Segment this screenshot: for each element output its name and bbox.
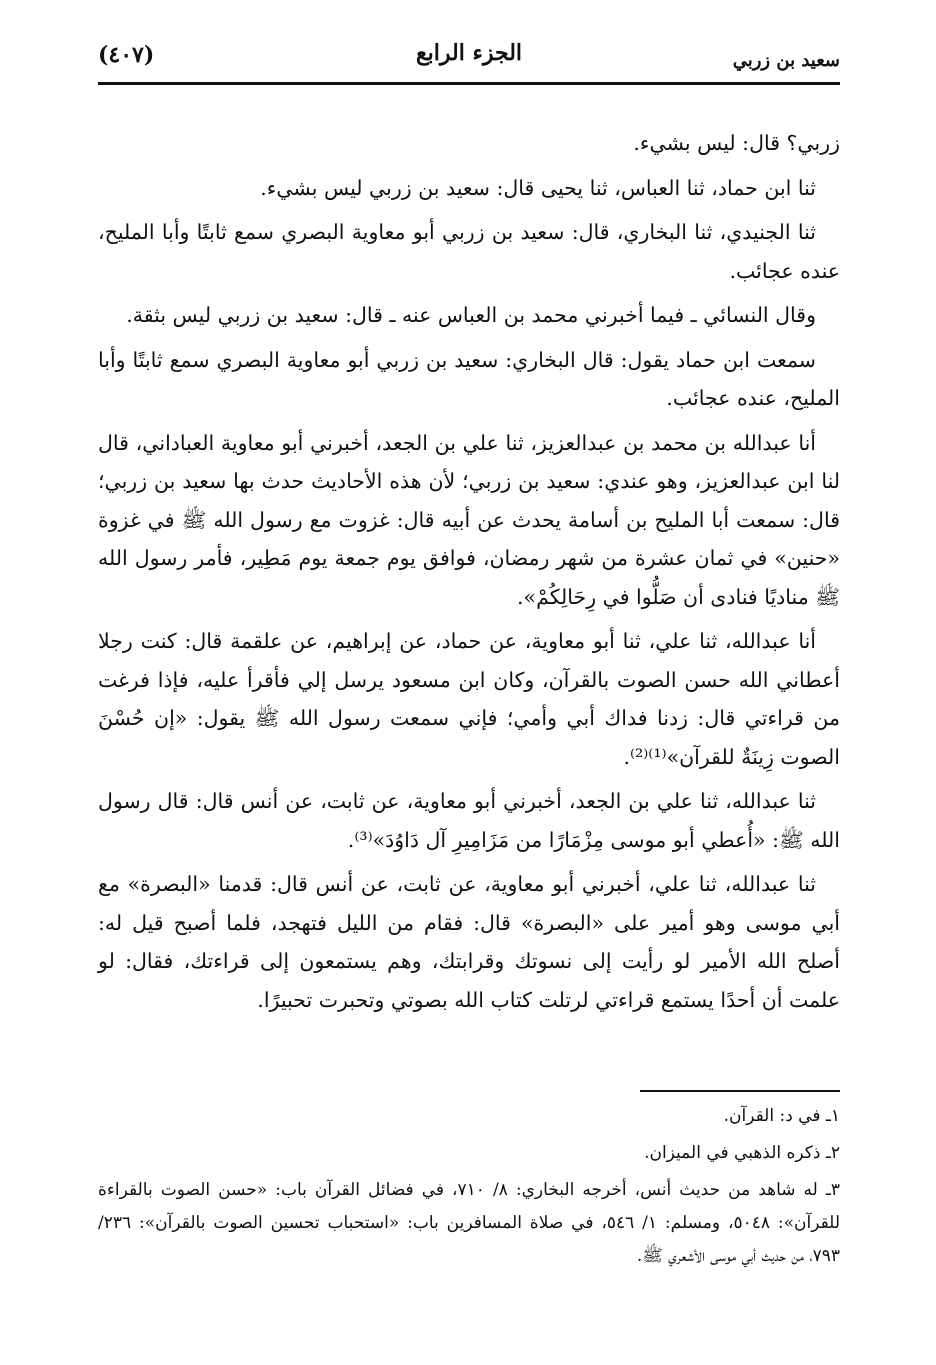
footnote: ٣ـ له شاهد من حديث أنس، أخرجه البخاري: ٨/ ٧١٠، في فضائل القرآن باب: «حسن الصوت بالقراءة للقرآن»: ٥٠٤٨، ومسلم: ١/ ٥٤٦، في صلاة المسافرين باب: «استحباب تحسين الصوت بالقرآن»: ٢٣٦/ ٧٩٣، من حديث أبي موسى الأشعري ﷺ. xyxy=(98,1180,840,1266)
footnote: ٢ـ ذكره الذهبي في الميزان. xyxy=(644,1143,840,1163)
page-header xyxy=(98,38,840,85)
paragraph: أنا عبدالله بن محمد بن عبدالعزيز، ثنا علي بن الجعد، أخبرني أبو معاوية العباداني، قال لنا ابن عبدالعزيز، وهو عندي: سعيد بن زربي؛ لأن هذه الأحاديث حدث بها سعيد بن زربي؛ قال: سمعت أبا المليح بن أسامة يحدث عن أبيه قال: غزوت مع رسول الله ﷺ في غزوة «حنين» في ثمان عشرة من شهر رمضان، فوافق يوم جمعة يوم مَطِير، فأمر رسول الله ﷺ مناديًا فنادى أن صَلُّوا في رِحَالِكُمْ». xyxy=(98,430,840,609)
paragraph: وقال النسائي ـ فيما أخبرني محمد بن العباس عنه ـ قال: سعيد بن زربي ليس بثقة. xyxy=(126,303,816,327)
footnotes xyxy=(98,1100,840,1277)
footnote-divider xyxy=(640,1090,840,1092)
paragraph: ثنا ابن حماد، ثنا العباس، ثنا يحيى قال: سعيد بن زربي ليس بشيء. xyxy=(260,175,816,200)
paragraph: ثنا عبدالله، ثنا علي بن الجعد، أخبرني أبو معاوية، عن ثابت، عن أنس قال: قال رسول الله ﷺ: «أُعطي أبو موسى مِزْمَارًا من مَزَامِيرِ آل دَاوُدَ»⁽³⁾. xyxy=(98,789,840,852)
paragraph: زربي؟ قال: ليس بشيء. xyxy=(633,131,840,155)
paragraph: ثنا عبدالله، ثنا علي، أخبرني أبو معاوية، عن ثابت، عن أنس قال: قدمنا «البصرة» مع أبي موسى وهو أمير على «البصرة» قال: فقام من الليل فتهجد، فلما أصبح قيل له: أصلح الله الأمير لو رأيت إلى نسوتك وقرابتك، وهم يستمعون إلى قراءتك، فقال: لو علمت أن أحدًا يستمع قراءتي لرتلت كتاب الله بصوتي وتحبرت تحبيرًا. xyxy=(98,872,840,1012)
entry-name: سعيد بن زربي xyxy=(732,50,840,71)
volume-title: الجزء الرابع xyxy=(415,40,523,66)
footnote: ١ـ في د: القرآن. xyxy=(723,1106,840,1126)
page-number: (٤٠٧) xyxy=(98,42,155,68)
paragraph: سمعت ابن حماد يقول: قال البخاري: سعيد بن زربي أبو معاوية البصري سمع ثابتًا وأبا المليح، عنده عجائب. xyxy=(98,347,840,410)
paragraph: أنا عبدالله، ثنا علي، ثنا أبو معاوية، عن حماد، عن إبراهيم، عن علقمة قال: كنت رجلا أعطاني الله حسن الصوت بالقرآن، وكان ابن مسعود يرسل إلي فأقرأ عليه، فإذا فرغت من قراءتي قال: زدنا فداك أبي وأمي؛ فإني سمعت رسول الله ﷺ يقول: «إن حُسْنَ الصوت زِينَةٌ للقرآن»⁽¹⁾⁽²⁾. xyxy=(98,629,840,769)
main-text xyxy=(98,124,840,1025)
paragraph: ثنا الجنيدي، ثنا البخاري، قال: سعيد بن زربي أبو معاوية البصري سمع ثابتًا وأبا المليح، عنده عجائب. xyxy=(98,220,840,283)
